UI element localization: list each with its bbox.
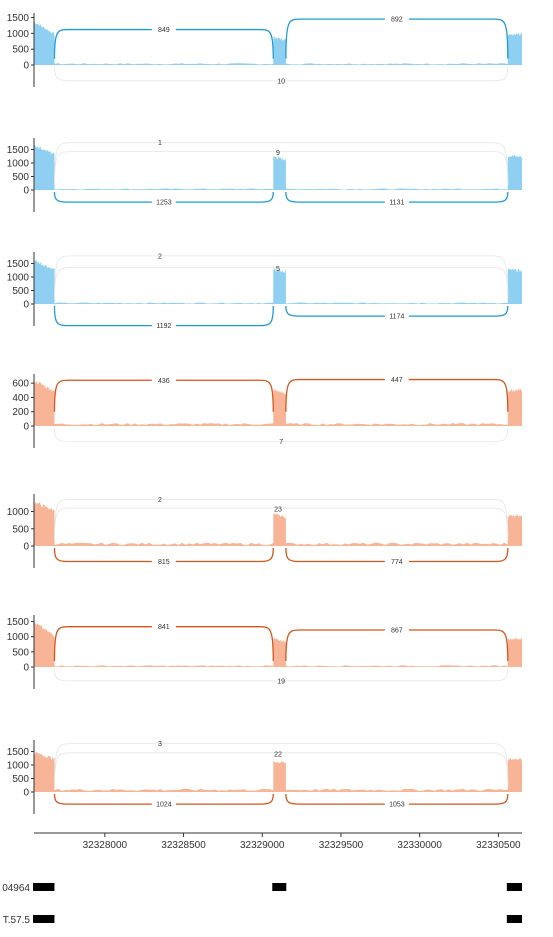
junction-arc-4-2 (286, 380, 508, 412)
y-tick-label: 1000 (6, 632, 29, 644)
y-tick-label: 0 (23, 787, 29, 799)
y-tick-label: 1000 (6, 158, 29, 170)
junction-count-label: 774 (391, 559, 403, 567)
x-tick-label: 32328500 (161, 840, 206, 851)
y-tick-label: 0 (23, 60, 29, 72)
junction-count-label: 1253 (156, 199, 172, 207)
y-tick-label: 0 (23, 541, 29, 553)
y-tick-label: 1500 (6, 617, 29, 629)
junction-count-label: 849 (158, 27, 170, 35)
junction-arc-6-1 (54, 627, 273, 661)
junction-count-label: 815 (158, 559, 170, 567)
junction-count-label: 867 (391, 627, 403, 635)
coverage-area-1 (34, 22, 522, 65)
transcript-exon-2-2 (507, 915, 522, 923)
junction-arc-6-2 (286, 627, 508, 661)
junction-count-label: 1 (157, 140, 162, 148)
junction-count-label: 9 (276, 150, 280, 158)
coverage-area-4 (34, 379, 522, 426)
junction-count-label: 1192 (156, 323, 172, 331)
junction-count-label: 1053 (389, 801, 405, 809)
junction-count-label: 1131 (389, 199, 405, 207)
junction-arc-4-1 (54, 377, 273, 411)
y-tick-label: 0 (23, 185, 29, 197)
y-tick-label: 1500 (6, 144, 29, 156)
transcript-exon-1-1 (33, 883, 54, 891)
junction-count-label: 3 (157, 741, 162, 749)
y-tick-label: 1000 (6, 28, 29, 40)
junction-count-label: 436 (158, 377, 170, 385)
y-tick-label: 0 (23, 299, 29, 311)
junction-count-label: 841 (158, 624, 170, 632)
y-tick-label: 500 (12, 285, 29, 297)
y-tick-label: 400 (12, 392, 29, 404)
y-tick-label: 1500 (6, 746, 29, 758)
y-tick-label: 600 (12, 378, 29, 390)
transcript-label: T.57.5 (2, 915, 30, 926)
junction-count-label: 2 (157, 253, 162, 261)
junction-arc-1-2 (286, 16, 508, 59)
transcript-label: 04964 (2, 883, 30, 894)
y-tick-label: 1500 (6, 258, 29, 270)
junction-count-label: 1174 (389, 313, 405, 321)
coverage-area-6 (34, 621, 522, 667)
y-tick-label: 500 (12, 647, 29, 659)
y-tick-label: 1500 (6, 13, 29, 25)
transcript-exon-2-1 (33, 915, 54, 923)
transcript-exon-1-3 (507, 883, 522, 891)
junction-count-label: 10 (277, 78, 286, 86)
y-tick-label: 1000 (6, 760, 29, 772)
junction-count-label: 892 (391, 16, 403, 24)
junction-count-label: 19 (277, 678, 286, 686)
junction-count-label: 2 (157, 496, 162, 504)
y-tick-label: 500 (12, 171, 29, 183)
junction-count-label: 22 (274, 751, 282, 759)
junction-count-label: 5 (276, 266, 280, 274)
y-tick-label: 500 (12, 44, 29, 56)
y-tick-label: 0 (23, 421, 29, 433)
junction-count-label: 1024 (156, 801, 172, 809)
x-tick-label: 32329500 (318, 840, 364, 851)
x-tick-label: 32330000 (397, 840, 442, 851)
y-tick-label: 1000 (6, 507, 29, 519)
y-tick-label: 500 (12, 524, 29, 536)
junction-count-label: 7 (279, 439, 284, 447)
junction-count-label: 447 (391, 377, 403, 385)
y-tick-label: 1000 (6, 272, 29, 284)
x-tick-label: 32328000 (82, 840, 128, 851)
x-tick-label: 32329000 (240, 840, 285, 851)
y-tick-label: 0 (23, 662, 29, 674)
junction-count-label: 23 (274, 506, 282, 514)
y-tick-label: 200 (12, 407, 29, 419)
x-tick-label: 32330500 (476, 840, 521, 851)
y-tick-label: 500 (12, 773, 29, 785)
transcript-exon-1-2 (272, 883, 286, 891)
